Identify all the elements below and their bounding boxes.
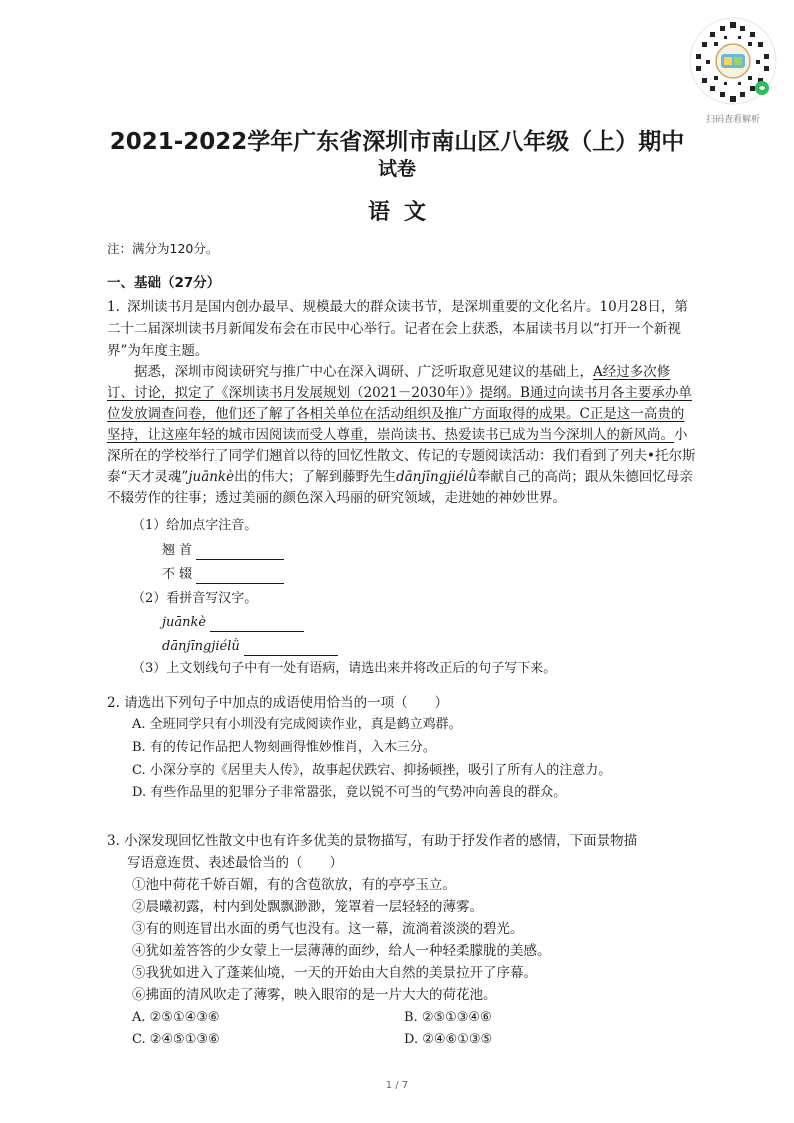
sentence-3: ③有的则连冒出水面的勇气也没有。这一幕，流淌着淡淡的碧光。 (132, 921, 524, 937)
passage-text-b: 小深所在的学校举行了同学们翘首以待的回忆性散文、传记的专题阅读活动：我们看到了列夫•托尔斯泰“天才灵魂” (107, 427, 696, 485)
sub-question-3: （3）上文划线句子中有一处有语病，请选出来并将改正后的句子写下来。 (132, 661, 557, 676)
question-1-intro (107, 296, 697, 362)
sentence-1: ①池中荷花千娇百媚，有的含苞欲放，有的亭亭玉立。 (132, 877, 456, 893)
question-1-passage (107, 362, 697, 509)
page-title-line2: 试卷 (377, 158, 416, 180)
question-number: 1. (107, 299, 120, 315)
sub-question-1: （1）给加点字注音。 (132, 518, 258, 533)
page-title-line1: 2021-2022学年广东省深圳市南山区八年级（上）期中 (109, 129, 685, 155)
word-buchuo: 不 辍 (162, 567, 193, 582)
answer-blank[interactable] (244, 642, 338, 656)
sentence-4: ④犹如羞答答的少女蒙上一层薄薄的面纱，给人一种轻柔朦胧的美感。 (132, 943, 551, 959)
question-3-stem-1: 3. 小深发现回忆性散文中也有许多优美的景物描写，有助于抒发作者的感情，下面景物描 (107, 833, 638, 849)
sub-question-2: （2）看拼音写汉字。 (132, 591, 258, 606)
word-buchuo-row (162, 566, 284, 584)
sentence-2: ②晨曦初露，村内到处飘飘渺渺，笼罩着一层轻轻的薄雾。 (132, 899, 483, 915)
option-b[interactable]: B. 有的传记作品把人物刻画得惟妙惟肖，入木三分。 (132, 740, 436, 755)
pinyin-a-row (162, 614, 304, 632)
question-1-text: 深圳读书月是国内创办最早、规模最大的群众读书节，是深圳重要的文化名片。10月28日，第二十二届深圳读书月新闻发布会在市民中心举行。记者在会上获悉，本届读书月以“打开一个新视界”为年度主题。 (107, 299, 688, 359)
underlined-sentences: A经过多次修订、讨论，拟定了《深圳读书月发展规划（2021－2030年）》提纲。B通过向读书月各主要承办单位发放调查问卷，他们还了解了各相关单位在活动组织及推广方面取得的成果。C正是这一高贵的坚持，让这座年轻的城市因阅读而受人尊重，崇尚读书、热爱读书已成为当今深圳人的新风尚。 (107, 364, 692, 443)
page-number: 1 / 7 (385, 1080, 409, 1091)
pinyin-juanke: juānkè (188, 469, 235, 485)
pinyin-prompt-a: juānkè (162, 615, 207, 630)
section-heading: 一、基础（27分） (107, 275, 221, 291)
qr-caption: 扫码查看解析 (705, 115, 760, 125)
passage-text-c: 出的伟大；了解到藤野先生 (234, 469, 397, 485)
pinyin-b-row (162, 638, 338, 656)
question-3-stem-2: 写语意连贯、表述最恰当的（ ） (127, 855, 343, 871)
passage-text-d: 奉献自己的高尚；跟从朱德回忆母亲不辍劳作的往事；透过美丽的颜色深入玛丽的研究领域，走进她的神妙世界。 (107, 469, 693, 506)
passage-text-a: 据悉，深圳市阅读研究与推广中心在深入调研、广泛听取意见建议的基础上， (134, 364, 593, 380)
q3-option-a[interactable]: A. ②⑤①④③⑥ (132, 1010, 220, 1025)
sentence-5: ⑤我犹如进入了蓬莱仙境，一天的开始由大自然的美景拉开了序幕。 (132, 965, 537, 981)
question-2-stem: 2. 请选出下列句子中加点的成语使用恰当的一项（ ） (107, 695, 449, 711)
option-a[interactable]: A. 全班同学只有小圳没有完成阅读作业，真是鹤立鸡群。 (132, 717, 462, 732)
answer-blank[interactable] (210, 618, 304, 632)
option-c[interactable]: C. 小深分享的《居里夫人传》，故事起伏跌宕、抑扬顿挫，吸引了所有人的注意力。 (132, 763, 612, 778)
q3-option-d[interactable]: D. ②④⑥①③⑤ (404, 1032, 493, 1047)
word-qiaoshou-row (162, 542, 284, 560)
subject-heading: 语文 (367, 200, 440, 225)
answer-blank[interactable] (196, 570, 284, 584)
qr-code-block (688, 16, 778, 125)
word-qiaoshou: 翘 首 (162, 543, 193, 558)
pinyin-prompt-b: dānjīngjiélǜ (162, 639, 240, 654)
q3-option-b[interactable]: B. ②⑤①③④⑥ (404, 1010, 492, 1025)
sentence-6: ⑥拂面的清风吹走了薄雾，映入眼帘的是一片大大的荷花池。 (132, 987, 497, 1003)
pinyin-danjingjielv: dānjīngjiélǜ (396, 469, 477, 485)
answer-blank[interactable] (196, 546, 284, 560)
qr-code-icon[interactable] (688, 16, 778, 106)
option-d[interactable]: D. 有些作品里的犯罪分子非常嚣张，竟以锐不可当的气势冲向善良的群众。 (132, 785, 567, 800)
score-note: 注：满分为120分。 (107, 241, 219, 256)
q3-option-c[interactable]: C. ②④⑤①③⑥ (132, 1032, 220, 1047)
